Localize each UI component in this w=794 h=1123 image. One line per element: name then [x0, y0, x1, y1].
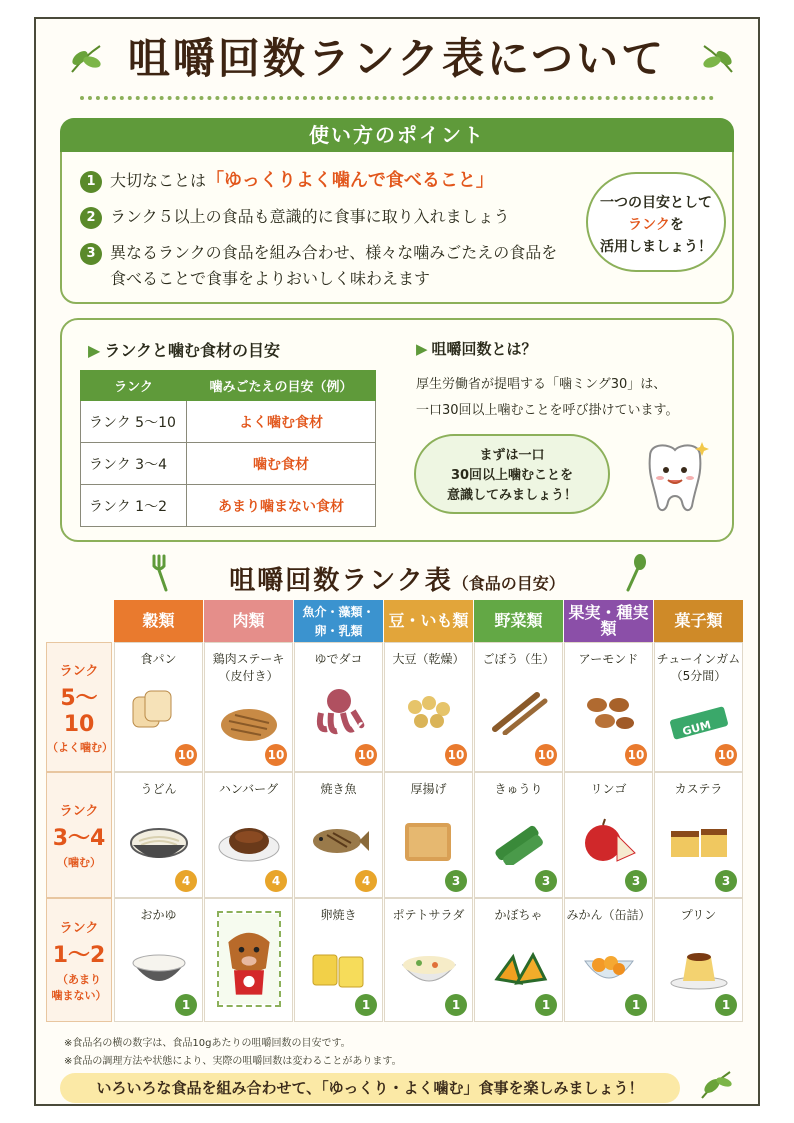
chew-count-badge: 1 — [625, 994, 647, 1016]
food-cell — [564, 898, 653, 1022]
number-badge: 3 — [80, 243, 102, 265]
food-name: ゆでダコ — [314, 652, 363, 666]
chew-count-badge: 10 — [535, 744, 557, 766]
about-text: 厚生労働省が提唱する「噛ミング30」は、 一口30回以上噛むことを呼び掛けています。 — [416, 377, 679, 418]
category-header: 穀類 — [114, 600, 203, 642]
chew-count-badge: 3 — [445, 870, 467, 892]
food-cell — [204, 772, 293, 898]
table-header: 噛みごたえの目安（例） — [187, 371, 376, 401]
guide-panel — [60, 318, 734, 542]
food-name: 食パン — [140, 652, 177, 666]
gum-icon — [667, 695, 731, 747]
chew-count-badge: 1 — [445, 994, 467, 1016]
food-cell — [384, 898, 473, 1022]
chew-count-badge: 3 — [625, 870, 647, 892]
rank-guide-table — [80, 370, 376, 527]
food-name: 卵焼き — [320, 908, 357, 922]
udon-icon — [127, 813, 191, 865]
chew-count-badge: 10 — [445, 744, 467, 766]
mandarin-icon — [577, 939, 641, 991]
chew-count-badge: 1 — [175, 994, 197, 1016]
tamagoyaki-icon — [307, 939, 371, 991]
number-badge: 1 — [80, 171, 102, 193]
footer-banner: いろいろな食品を組み合わせて、「ゆっくり・よく噛む」食事を楽しみましょう！ — [60, 1073, 680, 1103]
chew-count-badge: 4 — [355, 870, 377, 892]
pumpkin-icon — [487, 939, 551, 991]
hamburg-icon — [217, 813, 281, 865]
chew-count-badge: 10 — [625, 744, 647, 766]
food-cell — [114, 898, 203, 1022]
food-cell — [564, 642, 653, 772]
page-title: 咀嚼回数ランク表について — [127, 34, 667, 83]
usage-panel — [60, 118, 734, 304]
tooth-mascot-icon — [630, 432, 720, 522]
chew-count-badge: 10 — [265, 744, 287, 766]
food-cell — [114, 642, 203, 772]
spoon-icon — [620, 552, 650, 592]
chew-count-badge: 1 — [535, 994, 557, 1016]
food-name-note: （皮付き） — [218, 669, 279, 683]
rank-row-header: ランク 3〜4 （噛む） — [46, 772, 112, 898]
food-cell — [114, 772, 203, 898]
food-cell — [294, 642, 383, 772]
okayu-icon — [127, 939, 191, 991]
potato-salad-icon — [397, 939, 461, 991]
chew-count-badge: 3 — [535, 870, 557, 892]
highlight-text: 「ゆっくりよく噛んで食べること」 — [206, 170, 494, 191]
food-name: 焼き魚 — [320, 782, 357, 796]
food-name: チューインガム — [656, 652, 741, 666]
usage-point-2: 2 ランク５以上の食品も意識的に食事に取り入れましょう — [80, 204, 510, 230]
food-cell — [654, 898, 743, 1022]
food-cell — [474, 772, 563, 898]
food-name: リンゴ — [590, 782, 627, 796]
chew-count-badge: 4 — [265, 870, 287, 892]
food-cell — [474, 642, 563, 772]
food-name: 厚揚げ — [410, 782, 447, 796]
chew-count-badge: 10 — [715, 744, 737, 766]
burdock-icon — [487, 683, 551, 735]
food-name: うどん — [140, 782, 177, 796]
food-cell — [204, 642, 293, 772]
castella-icon — [667, 813, 731, 865]
note-line: ※食品名の横の数字は、食品10gあたりの咀嚼回数の目安です。 — [64, 1038, 351, 1049]
food-name: 鶏肉ステーキ — [212, 652, 285, 666]
grilled-fish-icon — [307, 813, 371, 865]
usage-point-3: 3 異なるランクの食品を組み合わせ、様々な噛みごたえの食品を 食べることで食事をよりおいしく味わえます — [80, 240, 557, 292]
category-header: 豆・いも類 — [384, 600, 473, 642]
bread-icon — [127, 683, 191, 735]
table-row: ランク 3〜4 噛む食材 — [81, 443, 376, 485]
chew-count-badge: 3 — [715, 870, 737, 892]
food-cell — [294, 772, 383, 898]
food-name: みかん（缶詰） — [566, 908, 651, 922]
table-row: ランク 5〜10 よく噛む食材 — [81, 401, 376, 443]
food-name: かぼちゃ — [494, 908, 543, 922]
apple-icon — [577, 813, 641, 865]
chicken-steak-icon — [217, 695, 281, 747]
food-name: おかゆ — [140, 908, 177, 922]
food-name: きゅうり — [494, 782, 543, 796]
table-row: ランク 1〜2 あまり噛まない食材 — [81, 485, 376, 527]
note-line: ※食品の調理方法や状態により、実際の咀嚼回数は変わることがあります。 — [64, 1056, 402, 1067]
food-cell — [294, 898, 383, 1022]
octopus-icon — [307, 683, 371, 735]
category-header: 肉類 — [204, 600, 293, 642]
almond-icon — [577, 683, 641, 735]
cucumber-icon — [487, 813, 551, 865]
food-name: カステラ — [674, 782, 723, 796]
guide-heading: ▶ ランクと噛む食材の目安 — [88, 341, 280, 360]
category-header: 果実・種実類 — [564, 600, 653, 642]
mascot-icon — [217, 911, 281, 1007]
chew-count-badge: 10 — [175, 744, 197, 766]
dotted-divider — [80, 96, 714, 100]
food-name: プリン — [680, 908, 717, 922]
food-name: 大豆（乾燥） — [392, 652, 465, 666]
number-badge: 2 — [80, 207, 102, 229]
category-header: 魚介・藻類・ 卵・乳類 — [294, 600, 383, 642]
category-header: 野菜類 — [474, 600, 563, 642]
category-header: 菓子類 — [654, 600, 743, 642]
chew-count-badge: 10 — [355, 744, 377, 766]
atsuage-icon — [397, 813, 461, 865]
food-cell — [654, 772, 743, 898]
rank-row-header: ランク 1〜2 （あまり 噛まない） — [46, 898, 112, 1022]
leaf-icon — [698, 38, 738, 78]
guide-bubble: まずは一口 30回以上噛むことを 意識してみましょう！ — [414, 434, 610, 514]
rank-table-title: 咀嚼回数ランク表（食品の目安） — [229, 566, 565, 596]
food-name: ハンバーグ — [218, 782, 279, 796]
food-cell — [204, 898, 293, 1022]
chew-count-badge: 4 — [175, 870, 197, 892]
rank-row-header: ランク 5〜10 （よく噛む） — [46, 642, 112, 772]
food-name: ごぼう（生） — [482, 652, 555, 666]
about-heading: ▶ 咀嚼回数とは？ — [416, 340, 537, 358]
usage-point-1: 1 大切なことは「ゆっくりよく噛んで食べること」 — [80, 168, 494, 194]
rank-grid — [46, 600, 744, 1022]
food-cell — [474, 898, 563, 1022]
food-cell — [564, 772, 653, 898]
soybean-icon — [397, 683, 461, 735]
chew-count-badge: 1 — [715, 994, 737, 1016]
table-header: ランク — [81, 371, 187, 401]
food-name: アーモンド — [578, 652, 639, 666]
chew-count-badge: 1 — [355, 994, 377, 1016]
food-cell — [384, 772, 473, 898]
food-name: ポテトサラダ — [392, 908, 465, 922]
usage-heading: 使い方のポイント — [60, 118, 734, 152]
food-name-note: （5分間） — [670, 669, 727, 683]
pudding-icon — [667, 939, 731, 991]
leaf-icon — [696, 1064, 736, 1104]
usage-bubble: 一つの目安として ランクを 活用しましょう！ — [586, 172, 726, 272]
svg-text:GUM: GUM — [681, 718, 713, 739]
food-cell — [654, 642, 743, 772]
food-cell — [384, 642, 473, 772]
